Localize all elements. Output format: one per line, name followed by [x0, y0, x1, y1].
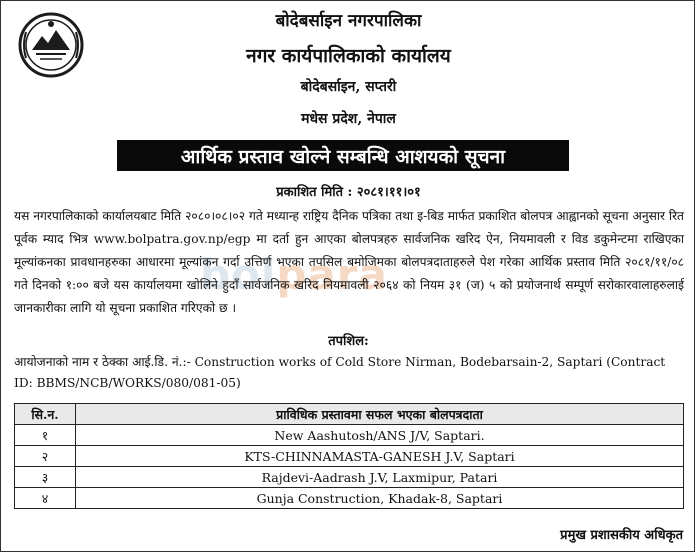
row-bidder: Gunja Construction, Khadak-8, Saptari	[76, 488, 684, 509]
watermark-part2: para	[276, 250, 388, 299]
table-header-row	[15, 404, 684, 425]
column-header-sn: सि.न.	[15, 404, 76, 425]
province-country: मधेस प्रदेश, नेपाल	[301, 111, 396, 127]
published-date: प्रकाशित मिति : २०८१।११।०१	[276, 185, 421, 200]
signatory-title: प्रमुख प्रशासकीय अधिकृत	[560, 528, 683, 543]
notice-title-banner: आर्थिक प्रस्ताव खोल्ने सम्बन्धि आशयको सूचना	[117, 140, 569, 171]
municipality-name: बोदेबर्साइन नगरपालिका	[275, 11, 422, 31]
office-address: बोदेबर्साइन, सप्तरी	[300, 79, 397, 95]
row-sn: ३	[15, 467, 76, 488]
project-contract-line: आयोजनाको नाम र ठेक्का आई.डि. नं.:- Construction works of Cold Store Nirman, Bodebarsain-2, Saptari (Contract ID: BBMS/NCB/WORKS/080/081-05)	[14, 355, 666, 390]
notice-body: यस नगरपालिकाको कार्यालयबाट मिति २०८०।०८।०२ गते मध्यान्ह राष्ट्रिय दैनिक पत्रिका तथा इ-बिड मार्फत प्रकाशित बोलपत्र आह्वानको सूचना अनुसार रित पूर्वक म्याद भित्र www.bolpatra.gov.np/egp मा दर्ता हुन आएका बोलपत्रहरु सार्वजनिक खरिद ऐन, नियमावली र विड डकुमेन्टमा राखिएका मूल्यांकनका प्रावधानहरुका आधारमा मूल्यांकन गर्दा उत्तिर्ण भएका तपसिल बमोजिमका बोलपत्रदाताहरुले पेश गरेका आर्थिक प्रस्ताव मिति २०८१/११/०८ गते दिनको १:०० बजे यस कार्यालयमा खोलिने हुदाँ सार्वजनिक खरिद नियमावली २०६४ को नियम ३१ (ज) ५ को प्रयोजनार्थ सम्पूर्ण सरोकारवालाहरुलाई जानकारीका लागि यो सूचना प्रकाशित गरिएको छ ।	[14, 209, 684, 315]
row-sn: १	[15, 425, 76, 446]
row-bidder: Rajdevi-Aadrash J.V, Laxmipur, Patari	[76, 467, 684, 488]
row-sn: २	[15, 446, 76, 467]
row-bidder: KTS-CHINNAMASTA-GANESH J.V, Saptari	[76, 446, 684, 467]
details-label: तपशिल:	[328, 334, 369, 349]
bidders-table	[14, 403, 684, 509]
table-row	[15, 488, 684, 509]
row-bidder: New Aashutosh/ANS J/V, Saptari.	[76, 425, 684, 446]
row-sn: ४	[15, 488, 76, 509]
office-name: नगर कार्यपालिकाको कार्यालय	[246, 45, 451, 67]
column-header-bidder: प्राविधिक प्रस्तावमा सफल भएका बोलपत्रदाता	[76, 404, 684, 425]
table-row	[15, 467, 684, 488]
watermark-part1: bol	[200, 250, 277, 299]
table-row	[15, 446, 684, 467]
table-row	[15, 425, 684, 446]
